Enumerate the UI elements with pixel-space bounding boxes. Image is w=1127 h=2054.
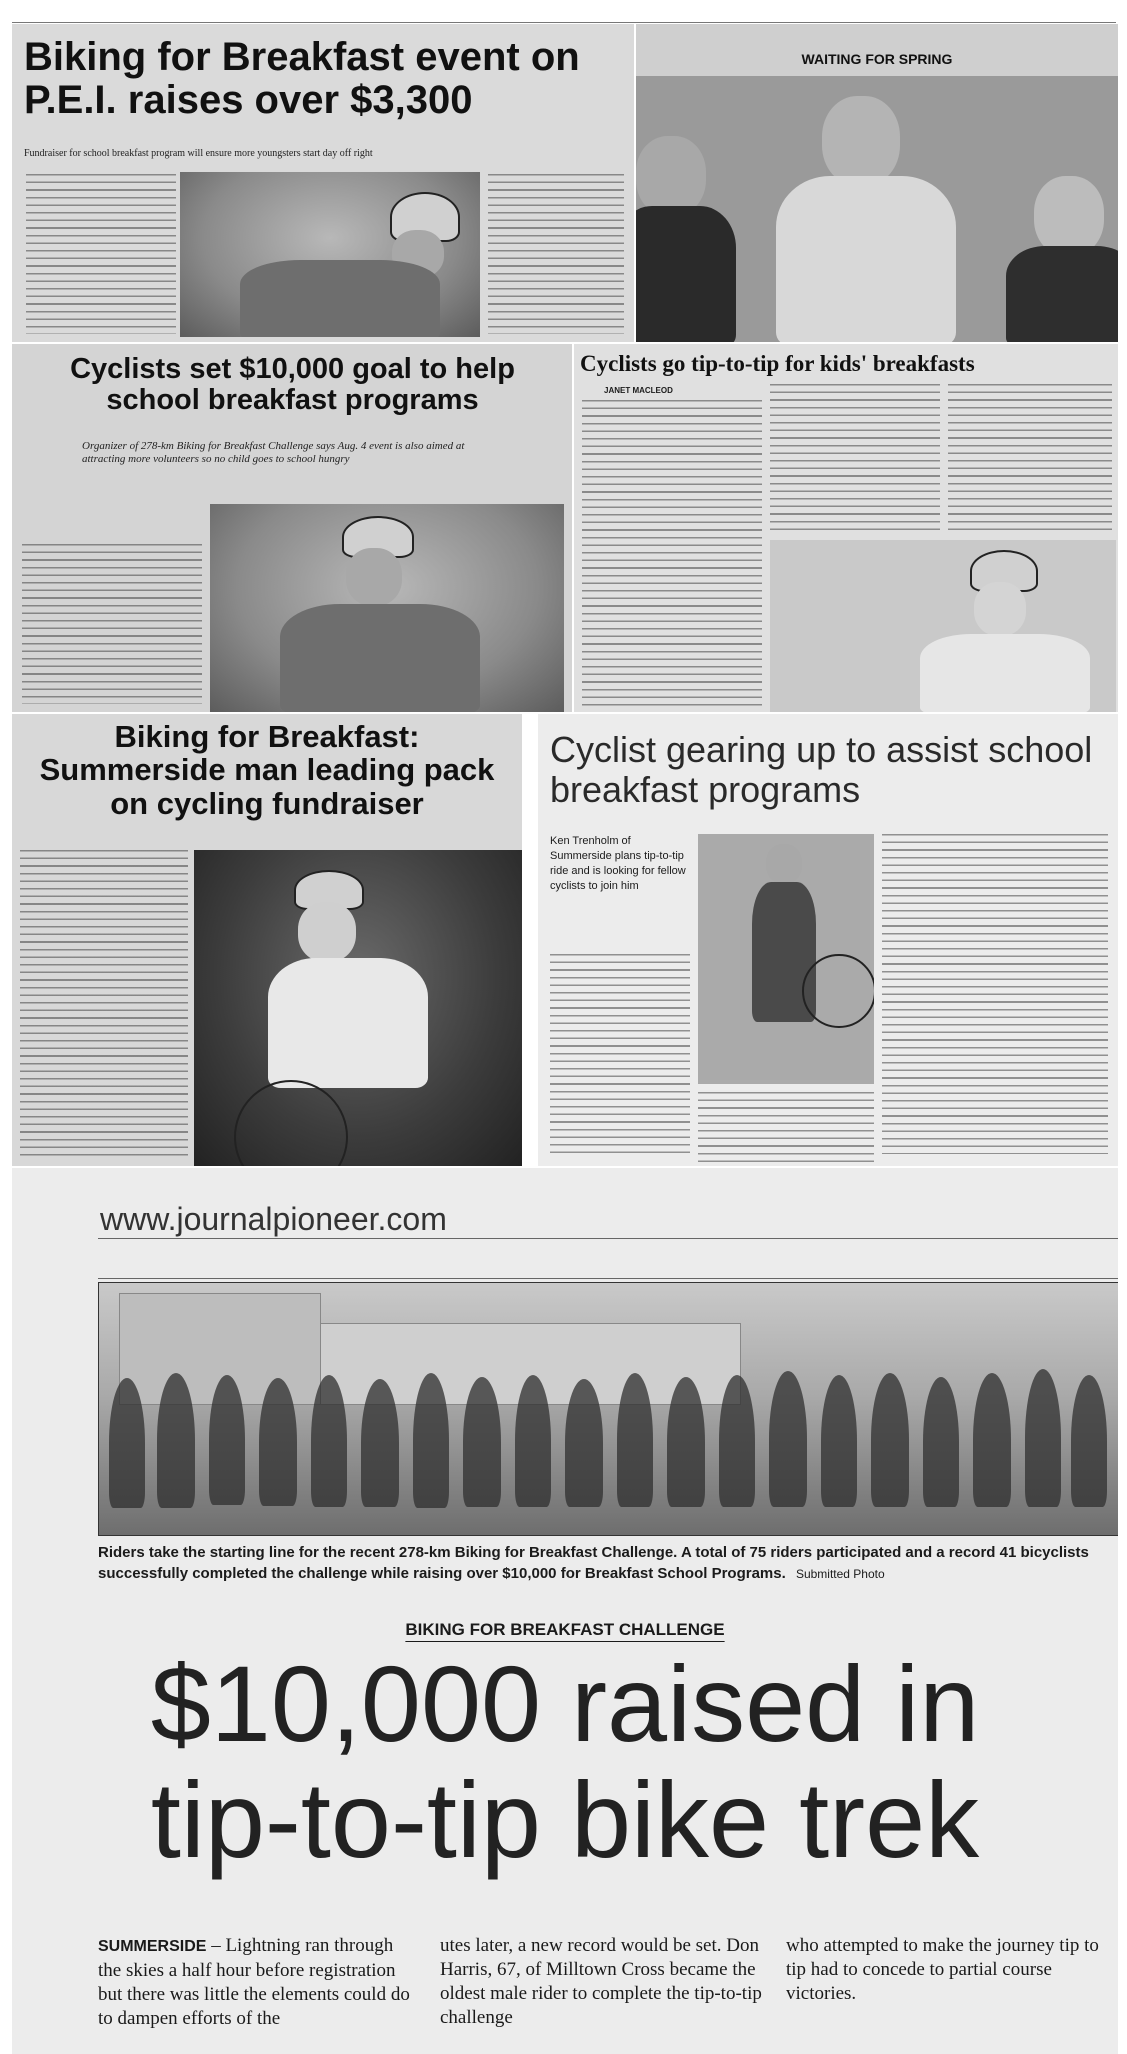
clip6-body-col3	[882, 834, 1108, 1154]
clip5-bike-wheel	[234, 1080, 348, 1166]
clip7-rider	[463, 1377, 501, 1507]
clip7-rider	[1071, 1375, 1107, 1507]
clip2-man-right	[1034, 176, 1104, 256]
clip2-man-center-body	[776, 176, 956, 342]
clip7-photo-caption	[98, 1542, 1108, 1585]
clip5-body-col	[20, 850, 188, 1160]
top-rule	[12, 22, 1116, 23]
clip3-jersey	[280, 604, 480, 712]
clip7-dateline: SUMMERSIDE	[98, 1938, 207, 1955]
clip7-rider	[361, 1379, 399, 1507]
clip2-banner: WAITING FOR SPRING	[801, 51, 953, 67]
clip7-headline-line1: $10,000 raised in	[150, 1643, 980, 1764]
clip3-cyclist-photo	[210, 504, 564, 712]
clip5-face	[298, 902, 356, 962]
clip7-headline-line2: tip-to-tip bike trek	[150, 1759, 980, 1880]
clip1-jersey	[240, 260, 440, 337]
clip4-headline: Cyclists go tip-to-tip for kids' breakfasts	[580, 351, 975, 376]
clip6-body-col1	[550, 954, 690, 1154]
clip2-man-left	[636, 136, 706, 216]
clip2-man-right-body	[1006, 246, 1118, 342]
clip3-dateline-body	[22, 544, 202, 704]
clip7-site: www.journalpioneer.com	[100, 1201, 447, 1237]
clip6-face	[766, 844, 802, 884]
clip7-rider	[109, 1378, 145, 1508]
clip-cyclists-set-goal	[12, 344, 572, 712]
clip7-rider	[821, 1375, 857, 1507]
clip4-face	[974, 582, 1026, 636]
clip5-white-jacket	[268, 958, 428, 1088]
clip5-headline: Biking for Breakfast: Summerside man leading pack on cycling fundraiser	[39, 719, 495, 821]
clip-journal-pioneer-article	[12, 1168, 1118, 2054]
clip2-three-men-photo	[636, 76, 1118, 342]
clip7-rider	[617, 1373, 653, 1507]
clip4-byline: JANET MACLEOD	[604, 386, 673, 395]
clip-tip-to-tip-kids-breakfasts	[574, 344, 1118, 712]
clip6-body-col2	[698, 1092, 874, 1162]
clip7-body-col3: who attempted to make the journey tip to tip had to concede to partial course victories.	[786, 1935, 1099, 2004]
clip-cyclist-gearing-up	[538, 714, 1118, 1166]
clip4-older-cyclist-photo	[770, 540, 1116, 712]
clip3-face	[346, 548, 402, 606]
clip1-subhead: Fundraiser for school breakfast program will ensure more youngsters start day off right	[24, 148, 373, 159]
clip6-headline: Cyclist gearing up to assist school breakfast programs	[550, 729, 1093, 811]
clip7-rider	[157, 1373, 195, 1508]
clip7-rider	[311, 1375, 347, 1507]
clip7-body-col2: utes later, a new record would be set. Don Harris, 67, of Milltown Cross became the oldest male rider to complete the tip-to-tip challenge	[440, 1935, 762, 2028]
clip7-rider	[565, 1379, 603, 1507]
clip7-body-col1	[98, 1934, 416, 2031]
clip1-body-col1	[26, 174, 176, 334]
clip7-caption-text: Riders take the starting line for the recent 278-km Biking for Breakfast Challenge. A total of 75 riders participated and a record 41 bicyclists successfully completed the challenge while raising over $10,000 for Breakfast School Programs.	[98, 1544, 1089, 1582]
clip-waiting-for-spring	[636, 24, 1118, 342]
clip7-group-photo	[98, 1282, 1118, 1536]
clip7-kicker: BIKING FOR BREAKFAST CHALLENGE	[405, 1620, 725, 1639]
clip7-rider	[667, 1377, 705, 1507]
clip7-rider	[769, 1371, 807, 1507]
clip3-headline: Cyclists set $10,000 goal to help school breakfast programs	[70, 353, 515, 417]
clip7-rider	[413, 1373, 449, 1508]
clip1-body-col2	[488, 174, 624, 334]
clip7-rider	[209, 1375, 245, 1505]
clip7-rider	[1025, 1369, 1061, 1507]
clip7-site-rule	[98, 1238, 1118, 1239]
clip7-photo-credit: Submitted Photo	[795, 1567, 885, 1581]
clip4-body-col2	[770, 384, 940, 534]
clip4-body-col1	[582, 400, 762, 706]
clip7-rider	[259, 1378, 297, 1506]
clip5-cyclist-photo	[194, 850, 522, 1166]
clip7-rider	[515, 1375, 551, 1507]
clip-biking-for-breakfast-event	[12, 24, 634, 342]
clip4-body-col3	[948, 384, 1112, 534]
clip1-cyclist-photo	[180, 172, 480, 337]
clip6-cyclist-photo	[698, 834, 874, 1084]
clip3-subhead: Organizer of 278-km Biking for Breakfast Challenge says Aug. 4 event is also aimed at attracting more volunteers so no child goes to school hungry	[82, 440, 465, 466]
clip2-man-center	[822, 96, 900, 186]
clip7-rider	[719, 1375, 755, 1507]
clip7-rider	[923, 1377, 959, 1507]
clip7-col1-text: – Lightning ran through the skies a half hour before registration but there was little the elements could do to dampen efforts of the	[98, 1935, 410, 2029]
clip2-man-left-body	[636, 206, 736, 342]
clip6-bike-wheel	[802, 954, 874, 1028]
clip4-shirt	[920, 634, 1090, 712]
clip1-headline: Biking for Breakfast event on P.E.I. raises over $3,300	[24, 35, 580, 123]
clip-summerside-man-leading-pack	[12, 714, 522, 1166]
clip7-rider	[973, 1373, 1011, 1507]
clip7-site-rule-bottom	[98, 1278, 1118, 1279]
clip6-deck: Ken Trenholm of Summerside plans tip-to-tip ride and is looking for fellow cyclists to join him	[550, 835, 686, 892]
clip7-rider	[871, 1373, 909, 1507]
